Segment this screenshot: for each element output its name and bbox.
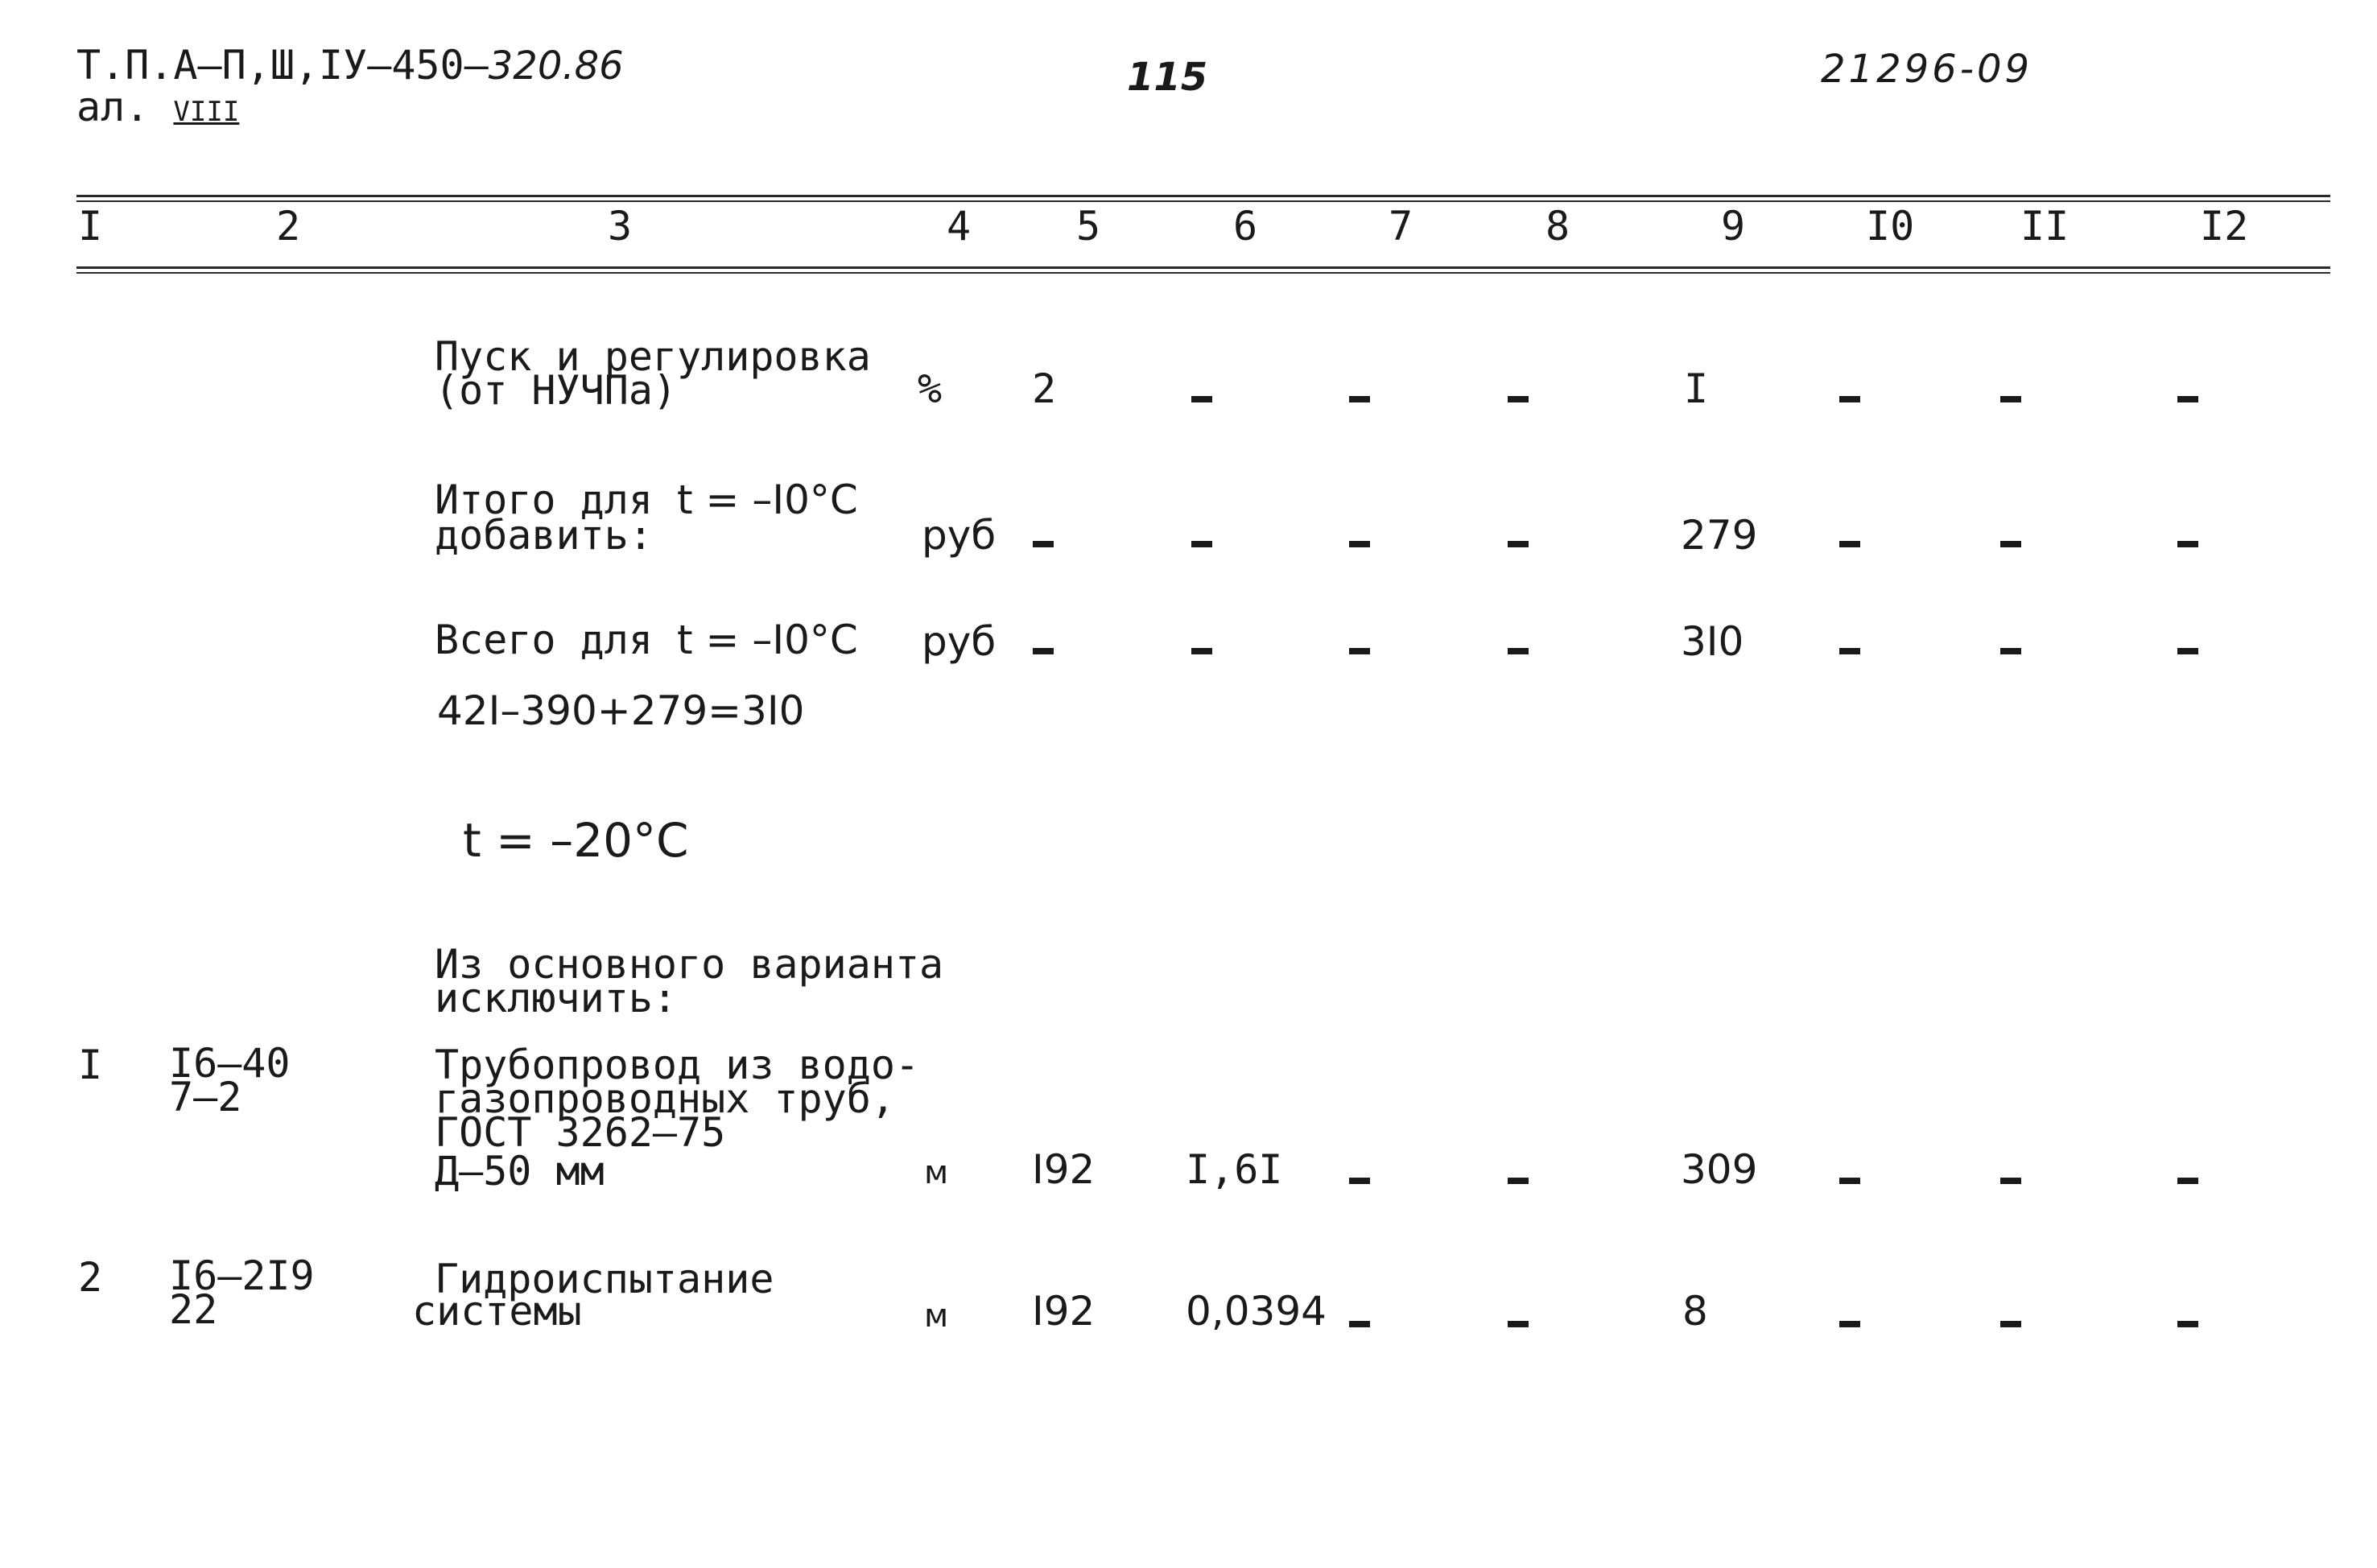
item-2-number: 2	[78, 1254, 103, 1301]
item-2-col10	[1839, 1315, 1860, 1331]
item-2-unit: м	[924, 1298, 949, 1335]
row-subtotal-col5	[1033, 535, 1054, 551]
dash-mark	[2000, 1321, 2021, 1327]
dash-mark	[1839, 1321, 1860, 1327]
dash-mark	[2000, 648, 2021, 654]
item-1-col10	[1839, 1172, 1860, 1187]
row-launch-col6	[1191, 390, 1212, 406]
row-subtotal-col12	[2177, 535, 2198, 551]
row-total-temp: t = –I0°C	[677, 617, 858, 663]
col-header-4: 4	[947, 203, 972, 250]
item-2-col7	[1349, 1315, 1370, 1331]
dash-mark	[2177, 1178, 2198, 1184]
doc-code-typed: Т.П.А–П,Ш,IУ–450–	[76, 42, 489, 89]
row-launch-unit: %	[918, 365, 943, 412]
row-subtotal-col11	[2000, 535, 2021, 551]
item-1-col9: 309	[1681, 1146, 1758, 1193]
row-launch-desc-2: (от НУЧПа)	[435, 367, 678, 414]
dash-mark	[1508, 396, 1529, 402]
row-launch-col8	[1508, 390, 1529, 406]
item-1-col5: I92	[1032, 1146, 1096, 1193]
doc-code-handwritten: 320.86	[488, 43, 624, 89]
dash-mark	[1349, 1178, 1370, 1184]
row-subtotal-col7	[1349, 535, 1370, 551]
dash-mark	[1033, 541, 1054, 547]
row-total-col11	[2000, 642, 2021, 658]
col-header-9: 9	[1721, 203, 1746, 250]
row-launch-col11	[2000, 390, 2021, 406]
item-1-col11	[2000, 1172, 2021, 1187]
item-1-unit: м	[924, 1154, 949, 1191]
dash-mark	[1839, 1178, 1860, 1184]
item-2-col9: 8	[1682, 1288, 1708, 1335]
row-subtotal-col6	[1191, 535, 1212, 551]
dash-mark	[1508, 1321, 1529, 1327]
row-launch-col9: I	[1684, 365, 1709, 412]
col-header-6: 6	[1233, 203, 1258, 250]
item-1-desc-4: Д–50 мм	[435, 1148, 605, 1195]
item-2-code-1: I6–2I9	[169, 1252, 315, 1299]
item-2-col8	[1508, 1315, 1529, 1331]
dash-mark	[2000, 396, 2021, 402]
dash-mark	[1508, 1178, 1529, 1184]
col-header-2: 2	[276, 203, 301, 250]
row-subtotal-desc-2: добавить:	[435, 512, 653, 559]
row-total-col5	[1033, 642, 1054, 658]
dash-mark	[1191, 396, 1212, 402]
header-bottom-rule-2	[76, 272, 2330, 274]
item-2-col11	[2000, 1315, 2021, 1331]
dash-mark	[1508, 648, 1529, 654]
row-total-col6	[1191, 642, 1212, 658]
page-number: 115	[1127, 55, 1208, 100]
header-top-rule-2	[76, 200, 2330, 202]
dash-mark	[1033, 648, 1054, 654]
dash-mark	[1839, 541, 1860, 547]
row-launch-col12	[2177, 390, 2198, 406]
row-subtotal-unit: руб	[922, 512, 997, 559]
row-total-col7	[1349, 642, 1370, 658]
item-1-code-2: 7–2	[169, 1074, 242, 1120]
exclude-heading-2: исключить:	[435, 975, 678, 1021]
dash-mark	[1349, 541, 1370, 547]
dash-mark	[1349, 1321, 1370, 1327]
row-total-col12	[2177, 642, 2198, 658]
item-2-desc-2: системы	[412, 1288, 582, 1335]
row-launch-col10	[1839, 390, 1860, 406]
dash-mark	[2000, 1178, 2021, 1184]
row-total-col9: 3I0	[1681, 618, 1744, 665]
item-1-col6: I,6I	[1186, 1146, 1283, 1193]
item-2-col12	[2177, 1315, 2198, 1331]
dash-mark	[1191, 541, 1212, 547]
item-1-desc-2: газопроводных труб,	[435, 1075, 895, 1122]
col-header-5: 5	[1076, 203, 1101, 250]
col-header-11: II	[2020, 203, 2070, 250]
row-launch-col7	[1349, 390, 1370, 406]
col-header-8: 8	[1545, 203, 1570, 250]
row-total-col8	[1508, 642, 1529, 658]
item-2-col5: I92	[1032, 1288, 1096, 1335]
row-total-desc	[435, 617, 858, 663]
header-top-rule	[76, 195, 2330, 197]
row-total-unit: руб	[922, 618, 997, 665]
row-subtotal-col8	[1508, 535, 1529, 551]
dash-mark	[2177, 648, 2198, 654]
item-1-col7	[1349, 1172, 1370, 1187]
item-1-desc-1: Трубопровод из водо-	[435, 1042, 920, 1088]
sheet-label	[76, 84, 240, 130]
item-1-col12	[2177, 1172, 2198, 1187]
row-subtotal-col9: 279	[1681, 512, 1758, 559]
doc-code	[76, 42, 624, 89]
row-subtotal-label: Итого для	[435, 477, 653, 523]
exclude-heading-1: Из основного варианта	[435, 941, 944, 988]
section-temp: t = –20°C	[463, 813, 689, 868]
dash-mark	[1839, 396, 1860, 402]
row-subtotal-temp: t = –I0°C	[677, 477, 858, 523]
sheet-prefix: ал.	[76, 84, 150, 130]
row-launch-col5: 2	[1032, 365, 1057, 412]
item-1-col8	[1508, 1172, 1529, 1187]
row-total-col10	[1839, 642, 1860, 658]
row-subtotal-col10	[1839, 535, 1860, 551]
dash-mark	[1349, 396, 1370, 402]
item-1-number: I	[78, 1042, 103, 1088]
dash-mark	[2177, 396, 2198, 402]
dash-mark	[1349, 648, 1370, 654]
row-total-label: Всего для	[435, 617, 653, 663]
dash-mark	[2000, 541, 2021, 547]
calc-note: 42I–390+279=3I0	[437, 687, 805, 734]
row-launch-desc-1: Пуск и регулировка	[435, 333, 871, 380]
dash-mark	[2177, 1321, 2198, 1327]
col-header-3: 3	[608, 203, 633, 250]
item-2-col6: 0,0394	[1186, 1288, 1327, 1335]
item-1-desc-3: ГОСТ 3262–75	[435, 1109, 726, 1156]
item-1-code-1: I6–40	[169, 1040, 291, 1087]
item-2-code-2: 22	[169, 1286, 218, 1333]
header-bottom-rule	[76, 266, 2330, 269]
dash-mark	[2177, 541, 2198, 547]
col-header-7: 7	[1389, 203, 1413, 250]
doc-number: 21296-09	[1821, 47, 2033, 92]
col-header-12: I2	[2200, 203, 2249, 250]
dash-mark	[1839, 648, 1860, 654]
sheet-number: VIII	[173, 96, 240, 128]
dash-mark	[1191, 648, 1212, 654]
col-header-10: I0	[1866, 203, 1915, 250]
item-2-desc-1: Гидроиспытание	[435, 1256, 774, 1302]
dash-mark	[1508, 541, 1529, 547]
col-header-1: I	[78, 203, 103, 250]
